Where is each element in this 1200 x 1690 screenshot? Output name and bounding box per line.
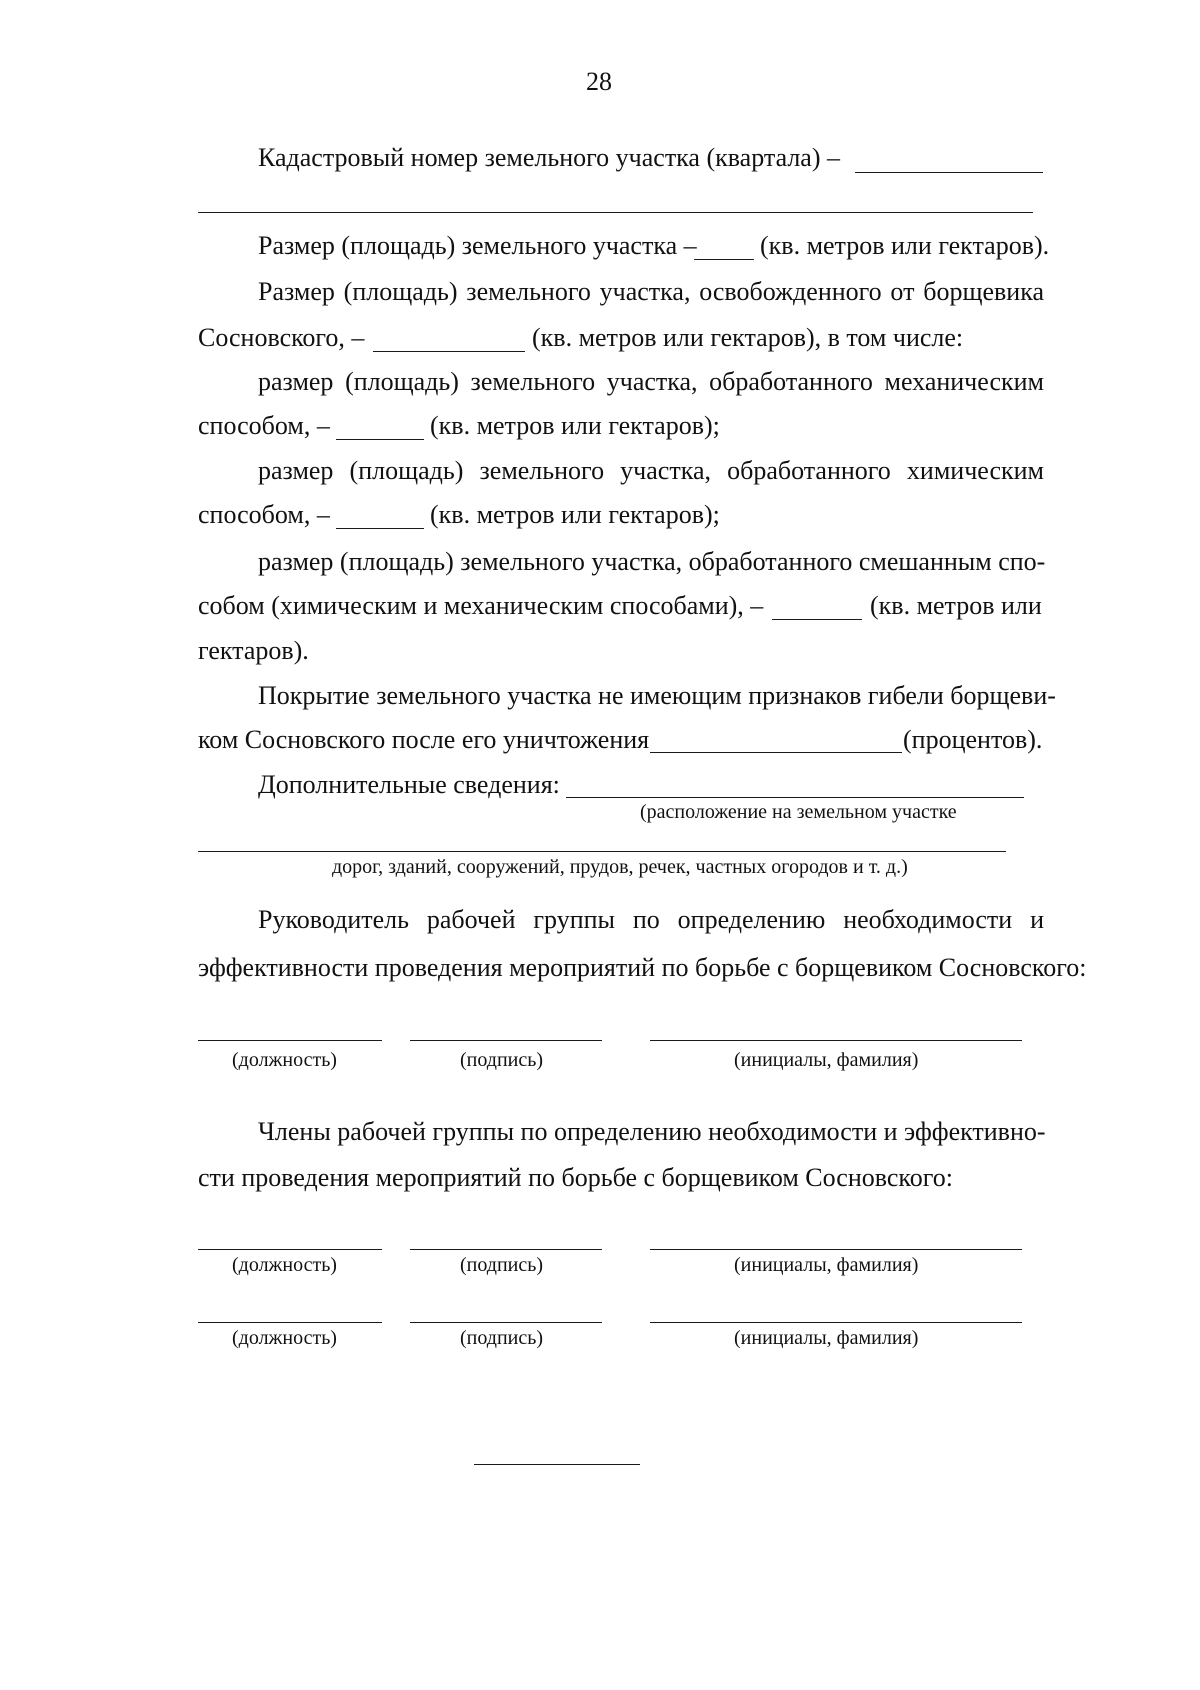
page-number: 28: [586, 67, 612, 96]
member1-signature-caption: (подпись): [460, 1254, 544, 1276]
mixed-text: размер (площадь) земельного участка, обработанного смешанным спо-: [258, 547, 1046, 576]
members-line-1: [258, 1116, 1044, 1148]
member2-signature-caption: (подпись): [460, 1327, 544, 1349]
mechanical-line-2-post: (кв. метров или гектаров);: [430, 411, 720, 440]
coverage-line-2-pre: ком Сосновского после его уничтожения: [198, 725, 650, 754]
mixed-line-2-post: (кв. метров или: [870, 591, 1042, 620]
chemical-line-2-post: (кв. метров или гектаров);: [430, 500, 720, 529]
leader-position-caption: (должность): [232, 1049, 337, 1071]
mixed-blank-line[interactable]: [772, 619, 862, 620]
area-blank-line[interactable]: [694, 259, 754, 260]
member2-position-caption: (должность): [232, 1327, 337, 1349]
member1-signature-line[interactable]: [410, 1249, 602, 1250]
member1-name-caption: (инициалы, фамилия): [734, 1254, 919, 1276]
cleared-line-1: [258, 276, 1044, 308]
chemical-blank-line[interactable]: [336, 528, 424, 529]
area-label: Размер (площадь) земельного участка –: [258, 231, 697, 260]
additional-continuation-line[interactable]: [198, 851, 1006, 852]
coverage-line-1: [258, 680, 1056, 712]
member1-position-caption: (должность): [232, 1254, 337, 1276]
leader-name-caption: (инициалы, фамилия): [734, 1049, 919, 1071]
mixed-line-2-pre: собом (химическим и механическим способами), –: [198, 591, 764, 620]
chemical-line-2-pre: способом, –: [198, 500, 330, 529]
additional-hint-2: дорог, зданий, сооружений, прудов, речек, частных огородов и т. д.): [332, 856, 908, 878]
leader-name-line[interactable]: [650, 1040, 1022, 1041]
coverage-blank-line[interactable]: [650, 752, 902, 753]
chemical-text: размер (площадь) земельного участка, обработанного химическим: [258, 456, 1044, 485]
chemical-line-1: [258, 455, 1044, 487]
cadastral-continuation-line[interactable]: [198, 212, 1033, 213]
coverage-text: Покрытие земельного участка не имеющим признаков гибели борщеви-: [258, 681, 1056, 710]
leader-line-2: эффективности проведения мероприятий по борьбе с борщевиком Сосновского:: [198, 953, 1087, 982]
additional-label: Дополнительные сведения:: [258, 770, 560, 799]
mechanical-line-2-pre: способом, –: [198, 411, 330, 440]
member2-name-caption: (инициалы, фамилия): [734, 1327, 919, 1349]
leader-signature-caption: (подпись): [460, 1049, 544, 1071]
member2-signature-line[interactable]: [410, 1322, 602, 1323]
mechanical-text: размер (площадь) земельного участка, обработанного механическим: [258, 367, 1044, 396]
leader-position-line[interactable]: [198, 1040, 382, 1041]
cadastral-label: Кадастровый номер земельного участка (квартала) –: [258, 143, 841, 172]
additional-blank-line[interactable]: [566, 797, 1024, 798]
mechanical-blank-line[interactable]: [336, 439, 424, 440]
additional-hint-1: (расположение на земельном участке: [640, 801, 957, 823]
cadastral-blank-line[interactable]: [855, 172, 1043, 173]
leader-line-1: [258, 904, 1044, 936]
area-unit: (кв. метров или гектаров).: [760, 231, 1050, 260]
coverage-line-2-post: (процентов).: [903, 725, 1043, 754]
member2-name-line[interactable]: [650, 1322, 1022, 1323]
end-of-document-rule: [474, 1464, 640, 1465]
member1-name-line[interactable]: [650, 1249, 1022, 1250]
cleared-blank-line[interactable]: [373, 351, 525, 352]
mixed-line-1: [258, 546, 1044, 578]
leader-signature-line[interactable]: [410, 1040, 602, 1041]
leader-text: Руководитель рабочей группы по определению необходимости и: [258, 905, 1044, 934]
mechanical-line-1: [258, 366, 1044, 398]
mixed-line-3: гектаров).: [198, 636, 309, 665]
members-text: Члены рабочей группы по определению необходимости и эффективно-: [258, 1117, 1046, 1146]
members-line-2: сти проведения мероприятий по борьбе с борщевиком Сосновского:: [198, 1163, 953, 1192]
member1-position-line[interactable]: [198, 1249, 382, 1250]
member2-position-line[interactable]: [198, 1322, 382, 1323]
cleared-text: Размер (площадь) земельного участка, освобожденного от борщевика: [258, 277, 1044, 306]
cleared-line-2-post: (кв. метров или гектаров), в том числе:: [532, 323, 964, 352]
cleared-line-2-pre: Сосновского, –: [198, 323, 365, 352]
